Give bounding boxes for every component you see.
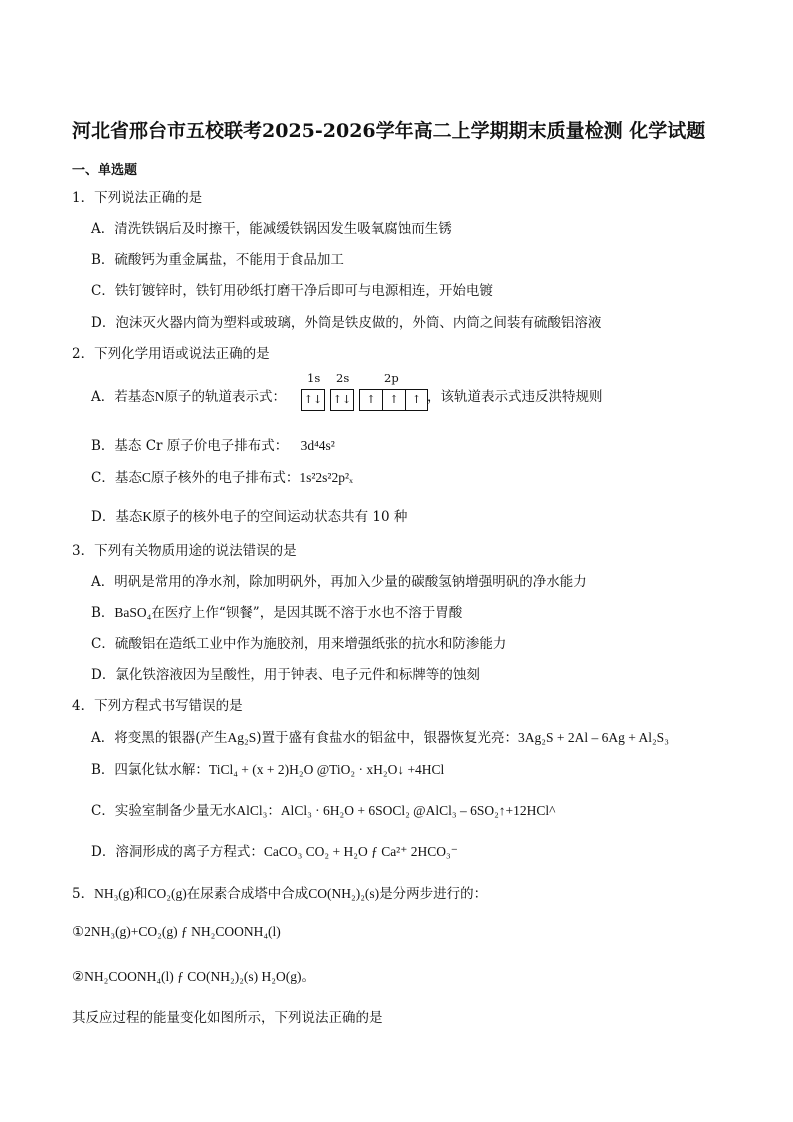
q4-d-prefix: D．溶洞形成的离子方程式： [91,844,264,860]
up-down-arrow-icon: ↑↓ [303,393,323,406]
q2-option-a [91,385,286,405]
question-3-stem: 3．下列有关物质用途的说法错误的是 [72,543,297,559]
q3-b-formula: BaSO₄ [114,605,152,620]
q2-d-prefix: D．基态 [91,509,143,525]
question-4-stem: 4．下列方程式书写错误的是 [72,698,243,714]
q1-option-a: A．清洗铁锅后及时擦干，能减缓铁锅因发生吸氧腐蚀而生锈 [91,221,452,237]
step-2-end: 。 [301,969,315,985]
orbital-label-2p: 2p [384,371,399,385]
q3-b-prefix: B． [91,605,115,621]
q5-mid: 在尿素合成塔中合成 [186,886,309,902]
q1-option-c: C．铁钉镀锌时，铁钉用砂纸打磨干净后即可与电源相连，开始电镀 [91,283,493,299]
q4-a-formula-1: Ag₂S [227,730,257,745]
q4-b-prefix: B．四氯化钛水解： [91,762,209,778]
q2-b-prefix: B．基态 Cr 原子价电子排布式： [91,438,289,454]
q2-c-mid: 原子核外的电子排布式： [150,470,300,486]
q4-option-c [91,799,556,819]
q3-option-c: C．硫酸铝在造纸工业中作为施胶剂，用来增强纸张的抗水和防渗能力 [91,636,507,652]
q1-option-b: B．硫酸钙为重金属盐，不能用于食品加工 [91,252,344,268]
q5-suffix: 是分两步进行的： [379,886,488,902]
q2-c-prefix: C．基态 [91,470,142,486]
q4-c-prefix: C．实验室制备少量无水 [91,803,237,819]
q5-prefix: 5． [72,886,95,902]
q2-c-formula: 1s²2s²2p²ₓ [299,470,353,485]
q4-c-formula-2: AlCl₃ · 6H₂O + 6SOCl₂ @AlCl₃ – 6SO₂↑+12HCl^ [280,803,556,818]
step-1-formula: 2NH₃(g)+CO₂(g) ƒ NH₂COONH₄(l) [84,924,281,939]
orbital-label-2s: 2s [336,371,350,385]
question-2-stem: 2．下列化学用语或说法正确的是 [72,346,270,362]
q5-step-2 [72,965,315,985]
orbital-box-2p [359,389,428,411]
q2-d-element: K [142,509,153,524]
section-heading: 一、单选题 [72,163,138,178]
q2-a-element: N [154,389,165,404]
q4-option-b [91,758,444,778]
q3-b-suffix: 在医疗上作“钡餐”，是因其既不溶于水也不溶于胃酸 [151,605,463,621]
q1-option-d: D．泡沫灭火器内筒为塑料或玻璃，外筒是铁皮做的，外筒、内筒之间装有硫酸铝溶液 [91,315,602,331]
orbital-box-2s [330,389,354,411]
q5-step-1 [72,924,281,940]
up-arrow-icon: ↑ [382,390,405,410]
page-title: 河北省邢台市五校联考2025-2026学年高二上学期期末质量检测 化学试题 [72,120,706,142]
q3-option-a: A．明矾是常用的净水剂，除加明矾外，再加入少量的碳酸氢钠增强明矾的净水能力 [91,574,587,590]
step-2-formula: NH₂COONH₄(l) ƒ CO(NH₂)₂(s) H₂O(g) [84,969,302,984]
q3-option-b [91,601,462,621]
q2-d-suffix: 原子的核外电子的空间运动状态共有 10 种 [152,509,408,525]
q2-a-prefix: A．若基态 [91,389,155,405]
q2-option-c [91,466,353,486]
q4-c-formula-1: AlCl₃ [236,803,268,818]
q4-a-prefix: A．将变黑的银器(产生 [91,730,228,746]
q4-c-mid: ： [267,803,281,819]
up-down-arrow-icon: ↑↓ [332,393,352,406]
q4-b-formula: TiCl₄ + (x + 2)H₂O @TiO₂ · xH₂O↓ +4HCl [208,762,445,777]
q4-d-formula: CaCO₃ CO₂ + H₂O ƒ Ca²⁺ 2HCO₃⁻ [263,844,458,859]
step-2-marker: ② [72,969,85,985]
q3-option-d: D．氯化铁溶液因为呈酸性，用于钟表、电子元件和标牌等的蚀刻 [91,667,480,683]
q4-a-formula-2: 3Ag₂S + 2Al – 6Ag + Al₂S₃ [518,730,669,745]
q2-option-d [91,505,407,525]
q5-tail: 其反应过程的能量变化如图所示，下列说法正确的是 [72,1010,383,1026]
q2-c-element: C [141,470,151,485]
q5-formula-2: CO₂(g) [147,886,187,901]
question-5-stem [72,882,487,902]
q5-formula-1: NH₃(g) [94,886,135,901]
q4-option-d [91,840,458,860]
q2-a-mid: 原子的轨道表示式： [164,389,286,405]
q4-option-a [91,726,669,746]
step-1-marker: ① [72,924,85,940]
orbital-box-1s [301,389,325,411]
q2-b-formula: 3d⁴4s² [300,438,335,453]
q2-a-suffix: ，该轨道表示式违反洪特规则 [427,389,603,405]
q4-a-mid: )置于盛有食盐水的铝盆中，银器恢复光亮： [256,730,519,746]
up-arrow-icon: ↑ [366,393,376,406]
q5-and: 和 [134,886,148,902]
q5-formula-3: CO(NH₂)₂(s) [308,886,380,901]
up-arrow-icon: ↑ [405,390,427,410]
orbital-label-1s: 1s [307,371,321,385]
question-1-stem: 1．下列说法正确的是 [72,190,203,206]
q2-option-b [91,434,335,454]
